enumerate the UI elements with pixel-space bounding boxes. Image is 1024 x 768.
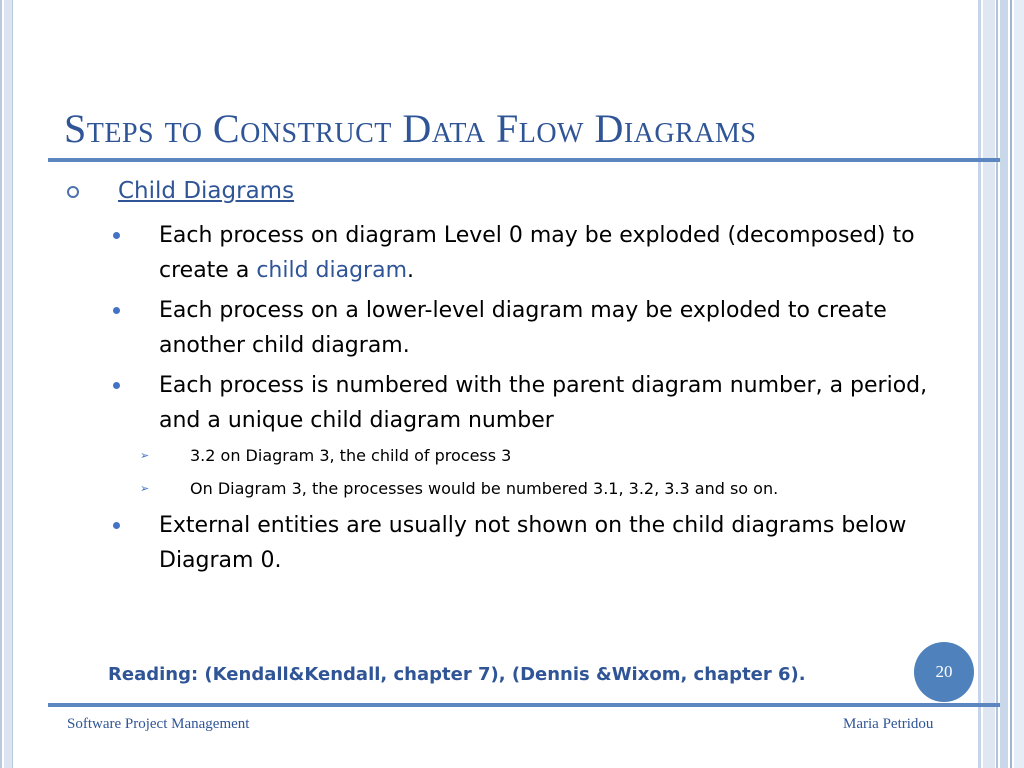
sub-bullet-item: On Diagram 3, the processes would be numbered 3.1, 3.2, 3.3 and so on.: [190, 479, 779, 498]
bullet-dot-icon: [113, 307, 120, 314]
bullet-dot-icon: [113, 522, 120, 529]
ring-bullet-icon: [67, 186, 79, 198]
footer-author: Maria Petridou: [843, 716, 934, 732]
bullet-dot-icon: [113, 232, 120, 239]
bullet-dot-icon: [113, 382, 120, 389]
arrow-bullet-icon: ➢: [140, 449, 150, 462]
bullet-item: Each process is numbered with the parent diagram number, a period, and a unique child diagram number: [159, 373, 928, 433]
slide-title: Steps to Construct Data Flow Diagrams: [64, 106, 757, 151]
bullet-item: External entities are usually not shown on the child diagrams below Diagram 0.: [159, 513, 907, 573]
bullet-item: Each process on a lower-level diagram may be exploded to create another child diagram.: [159, 298, 887, 358]
bullet-item: [159, 218, 959, 288]
page-number-badge: 20: [914, 642, 974, 702]
footer-divider: [48, 703, 1000, 707]
highlight-term: child diagram: [256, 258, 408, 283]
sub-bullet-item: 3.2 on Diagram 3, the child of process 3: [190, 446, 512, 465]
footer-course: Software Project Management: [67, 716, 250, 732]
bullet-text: Each process on diagram Level 0 may be exploded (decomposed) to create a: [159, 223, 915, 283]
bullet-text-end: .: [407, 258, 415, 283]
reading-reference: Reading: (Kendall&Kendall, chapter 7), (Dennis &Wixom, chapter 6).: [108, 664, 806, 685]
arrow-bullet-icon: ➢: [140, 482, 150, 495]
child-diagrams-heading: Child Diagrams: [118, 178, 295, 204]
